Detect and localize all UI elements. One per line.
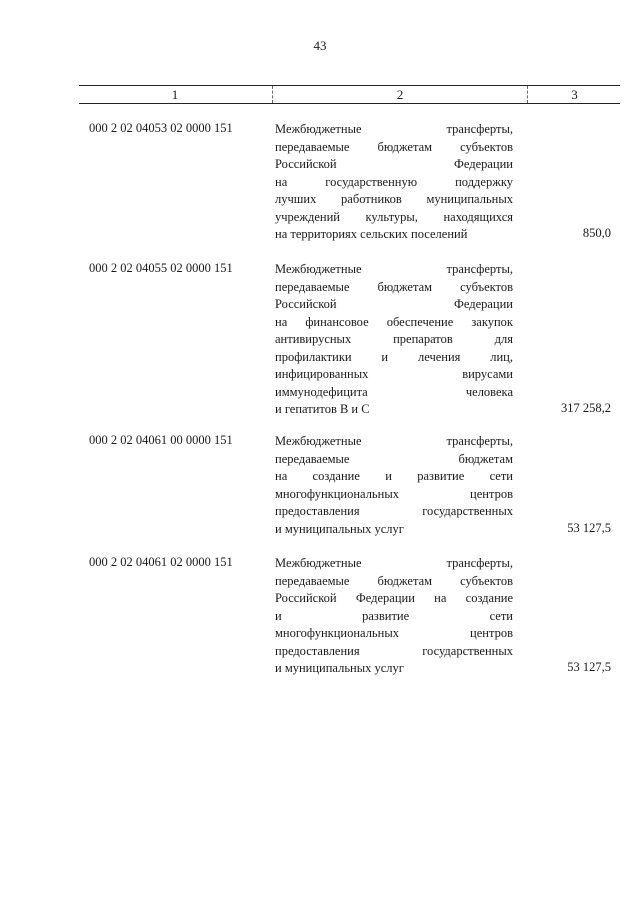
description-line: и муниципальных услуг	[275, 521, 404, 536]
budget-code: 000 2 02 04061 00 0000 151	[89, 433, 233, 447]
description-line: на финансовое обеспечение закупок	[275, 314, 513, 329]
row-description	[275, 261, 513, 419]
row-amount: 53 127,5	[567, 521, 611, 535]
column-header-1: 1	[171, 87, 179, 102]
description-line: Российской Федерации на создание	[275, 591, 513, 605]
table-header	[79, 85, 620, 104]
description-line: на создание и развитие сети	[275, 469, 513, 483]
description-line: передаваемые бюджетам субъектов	[275, 573, 513, 588]
description-line: профилактики и лечения лиц,	[275, 349, 513, 364]
description-line: передаваемые бюджетам субъектов	[275, 279, 513, 294]
budget-code: 000 2 02 04061 02 0000 151	[89, 555, 233, 569]
row-description	[275, 433, 513, 538]
description-line: передаваемые бюджетам	[275, 451, 513, 466]
description-line: передаваемые бюджетам субъектов	[275, 139, 513, 154]
description-line: Межбюджетные трансферты,	[275, 262, 513, 276]
description-line: многофункциональных центров	[275, 626, 513, 640]
description-line: инфицированных вирусами	[275, 367, 513, 381]
row-amount: 317 258,2	[561, 401, 611, 415]
description-line: и муниципальных услуг	[275, 661, 404, 675]
row-description	[275, 121, 513, 244]
row-amount: 850,0	[582, 226, 611, 240]
description-line: Российской Федерации	[275, 297, 513, 311]
row-amount: 53 127,5	[567, 660, 611, 674]
description-line: на территориях сельских поселений	[275, 227, 468, 241]
budget-code: 000 2 02 04053 02 0000 151	[89, 121, 233, 135]
description-line: Межбюджетные трансферты,	[275, 556, 513, 570]
column-header-2: 2	[272, 86, 527, 103]
description-line: антивирусных препаратов для	[275, 332, 513, 346]
row-description	[275, 555, 513, 678]
description-line: Межбюджетные трансферты,	[275, 122, 513, 136]
description-line: лучших работников муниципальных	[275, 192, 513, 206]
description-line: иммунодефицита человека	[275, 384, 513, 399]
description-line: учреждений культуры, находящихся	[275, 209, 513, 224]
description-line: предоставления государственных	[275, 504, 513, 518]
description-line: Межбюджетные трансферты,	[275, 434, 513, 448]
description-line: и развитие сети	[275, 608, 513, 623]
description-line: и гепатитов В и С	[275, 402, 370, 416]
description-line: многофункциональных центров	[275, 486, 513, 501]
description-line: предоставления государственных	[275, 643, 513, 658]
column-header-3: 3	[527, 86, 621, 103]
page-number: 43	[313, 38, 327, 53]
description-line: на государственную поддержку	[275, 174, 513, 189]
budget-code: 000 2 02 04055 02 0000 151	[89, 261, 233, 275]
description-line: Российской Федерации	[275, 157, 513, 171]
